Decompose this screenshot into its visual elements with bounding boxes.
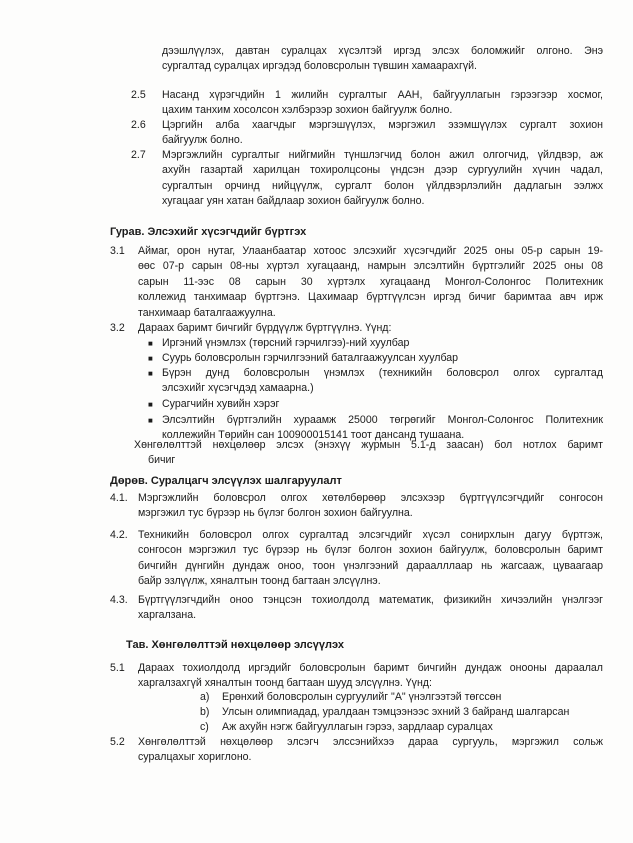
item-number: 5.2 [110, 736, 125, 748]
list-label: c) [200, 721, 209, 733]
item-number: 4.1. [110, 492, 128, 504]
section-heading-3: Гурав. Элсэхийг хүсэгчдийг бүртгэх [110, 226, 307, 238]
text-line: Аймаг, орон нутаг, Улаанбаатар хотоос элсэхийг хүсэгчдийг 2025 оны 05-р сарын 19- [138, 245, 603, 257]
bullet-icon: ■ [148, 416, 153, 425]
text-line: Цэргийн алба хаагчдыг мэргэшүүлэх, мэргэжил эзэмшүүлэх сургалт зохион [162, 119, 603, 131]
item-number: 2.7 [131, 149, 146, 161]
item-number: 3.2 [110, 322, 125, 334]
item-number: 4.3. [110, 594, 128, 606]
text-line: коллежийн Төрийн сан 100900015141 тоот дансанд тушаана. [162, 429, 465, 441]
text-line: байгуулж болно. [162, 134, 243, 146]
text-line: сургалтад суралцах иргэдэд боловсролын түвшин хамаарахгүй. [162, 60, 477, 72]
text-line: суралцахыг хориглоно. [138, 751, 252, 763]
text-line: харгалзахгүй хяналтын тоонд багтаан шууд элсүүлнэ. Үүнд: [138, 677, 432, 689]
item-text [138, 244, 603, 321]
list-label: a) [200, 691, 210, 703]
text-line: Бүрэн дунд боловсролын үнэмлэх (техникийн боловсрол олгох сургалтад [162, 367, 603, 379]
text-line: Мэргэжлийн боловсрол олгох хөтөлбөрөөр элсэхээр бүртгүүлсэгчдийг сонгосон [138, 492, 603, 504]
item-text [138, 491, 603, 521]
item-text [138, 593, 603, 623]
item-text [138, 661, 603, 691]
text-line: ахуйн газартай харилцан тохиролцсоны үндсэн дээр сургуулийн хүчин чадал, [162, 164, 603, 177]
text-line: бичгийн дүнгийн дундаж оноо, тоон үнэлгээний дараалллаар нь жагсааж, цуваагаар [138, 559, 603, 572]
section-heading-4: Дөрөв. Суралцагч элсүүлэх шалгаруулалт [110, 475, 342, 487]
text-line: Улсын олимпиадад, уралдаан тэмцээнээс эхний 3 байранд шалгарсан [222, 706, 570, 718]
bullet-icon: ■ [148, 369, 153, 378]
item-number: 2.6 [131, 119, 146, 131]
text-line: Мэргэжлийн сургалтыг нийгмийн түншлэгчид болон ажил олгогчид, үйлдвэр, аж [162, 149, 603, 161]
section-heading-5: Тав. Хөнгөлөлттэй нөхцөлөөр элсүүлэх [126, 639, 344, 651]
text-line: Насанд хүрэгчдийн 1 жилийн сургалтыг ААН, байгууллагын гэрээгээр хосмог, [162, 89, 603, 101]
item-text [138, 528, 603, 590]
text-line: мэргэжил тус бүрээр нь бүлэг болгон зохион байгуулна. [138, 507, 413, 519]
bullet-icon: ■ [148, 354, 153, 363]
item-text [162, 88, 603, 118]
text-line: Хөнгөлөлттэй нөхцөлөөр элсэгч элссэнийхээ дараа сургууль, мэргэжил сольж [138, 736, 603, 748]
paragraph-continuation [162, 44, 603, 74]
text-line: Хөнгөлөлттэй нөхцөлөөр элсэх (энэхүү журмын 5.1-д заасан) бол нотлох баримт [134, 439, 603, 451]
item-text [162, 148, 603, 210]
text-line: Суурь боловсролын гэрчилгээний баталгаажуулсан хуулбар [162, 352, 459, 364]
text-line: дээшлүүлэх, давтан суралцах хүсэлтэй иргэд элсэх боломжийг олгоно. Энэ [162, 45, 603, 57]
text-line: сургалтын орчинд нийцүүлж, сургалт болон үйлдвэрлэлийн дадлагын ээлжх [162, 179, 603, 192]
bullet-icon: ■ [148, 339, 153, 348]
item-text: Дараах баримт бичгийг бүрдүүлж бүртгүүлнэ. Үүнд: [138, 322, 392, 334]
text-line: коллежид танхимаар бүртгэнэ. Цахимаар бүртгүүлсэн иргэд бичиг баримтаа авч ирж [138, 291, 603, 304]
item-text [162, 366, 603, 396]
item-number: 5.1 [110, 662, 125, 674]
list-label: b) [200, 706, 210, 718]
text-line: сонгосон мэргэжил тус бүрээр нь бүлэг болгон зохион байгуулж, боловсролын баримт [138, 544, 603, 557]
item-number: 2.5 [131, 89, 146, 101]
text-line: Дараах тохиолдолд иргэдийг боловсролын баримт бичгийн дундаж онооны дараалал [138, 662, 603, 674]
text-line: Техникийн боловсрол олгох сургалтад элсэгчдийг хүсэл сонирхлын дагуу бүртгэж, [138, 529, 603, 541]
text-line: Аж ахуйн нэгж байгууллагын гэрээ, зардлаар суралцах [222, 721, 493, 733]
text-line: өөс 07-р сарын 08-ны хүртэл хугацаанд, намрын элсэлтийн бүртгэлийг 2025 оны 08 [138, 260, 603, 273]
text-line: Ерөнхий боловсролын сургуулийг "А" үнэлгээтэй төгссөн [222, 691, 502, 703]
text-line: сарын 11-ээс 08 сарын 30 хүртэлх хугацаанд Монгол-Солонгос Политехник [138, 275, 603, 288]
text-line: танхимаар баталгаажуулна. [138, 306, 276, 319]
text-line: Иргэний үнэмлэх (төрсний гэрчилгээ)-ний хуулбар [162, 337, 410, 349]
item-number: 3.1 [110, 245, 125, 257]
item-text [138, 735, 603, 765]
text-line: харгалзана. [138, 609, 197, 621]
text-line: Бүртгүүлэгчдийн оноо тэнцсэн тохиолдолд математик, физикийн хичээлийн үнэлгээг [138, 594, 603, 606]
preference-note [134, 438, 603, 468]
item-text [162, 118, 603, 148]
text-line: байр эзлүүлж, хяналтын тоонд багтаан элсүүлнэ. [138, 575, 381, 588]
text-line: хугацааг уян хатан байдлаар зохион байгуулж болно. [162, 195, 425, 208]
text-line: бичиг [148, 454, 176, 466]
item-number: 4.2. [110, 529, 128, 541]
bullet-icon: ■ [148, 400, 153, 409]
text-line: Сурагчийн хувийн хэрэг [162, 398, 280, 410]
text-line: элсэхийг хүсэгчдэд хамаарна.) [162, 382, 314, 394]
text-line: Элсэлтийн бүртгэлийн хураамж 25000 төгрөгийг Монгол-Солонгос Политехник [162, 414, 603, 426]
text-line: цахим танхим хосолсон хэлбэрээр зохион байгуулж болно. [162, 104, 453, 116]
